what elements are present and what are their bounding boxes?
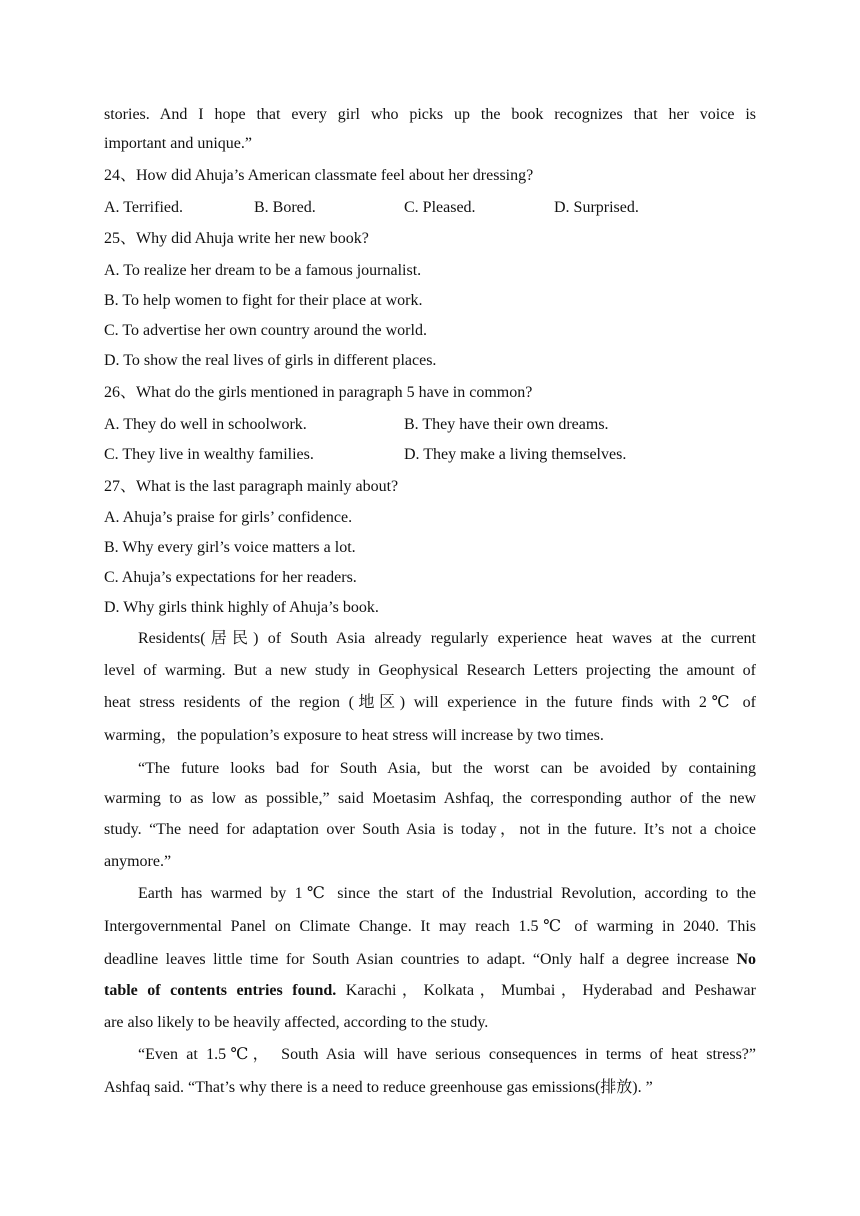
paragraph-2-line: “The future looks bad for South Asia, but the worst can be avoided by containing [138,760,756,777]
option-c: C. Ahuja’s expectations for her readers. [104,569,357,586]
paragraph-1-line: level of warming. But a new study in Geophysical Research Letters projecting the amount of [104,662,756,679]
paragraph-2-line: anymore.” [104,853,172,870]
question-24-stem: 24、How did Ahuja’s American classmate feel about her dressing? [104,167,534,184]
paragraph-3-line: Earth has warmed by 1℃ since the start of the Industrial Revolution, according to the [138,885,756,902]
option-c: C. Pleased. [404,199,476,216]
question-25-stem: 25、Why did Ahuja write her new book? [104,230,369,247]
paragraph-3-line [104,950,756,970]
paragraph-4-line: Ashfaq said. “That’s why there is a need to reduce greenhouse gas emissions(排放). ” [104,1079,653,1096]
paragraph-4-line: “Even at 1.5℃， South Asia will have serious consequences in terms of heat stress?” [138,1046,756,1063]
paragraph-1-line: heat stress residents of the region (地区) will experience in the future finds with 2℃ of [104,694,756,711]
passage-text-line: important and unique.” [104,135,252,152]
option-a: A. To realize her dream to be a famous journalist. [104,262,422,279]
option-d: D. Surprised. [554,199,639,216]
question-26-stem: 26、What do the girls mentioned in paragraph 5 have in common? [104,384,533,401]
bookmark-error-text: table of contents entries found. [104,982,337,999]
paragraph-2-line: warming to as low as possible,” said Moetasim Ashfaq, the corresponding author of the new [104,790,756,807]
question-27-stem: 27、What is the last paragraph mainly about? [104,478,399,495]
option-c: C. To advertise her own country around the world. [104,322,427,339]
paragraph-3-line: Intergovernmental Panel on Climate Change. It may reach 1.5℃ of warming in 2040. This [104,918,756,935]
option-c: C. They live in wealthy families. [104,446,314,463]
option-a: A. They do well in schoolwork. [104,416,307,433]
option-b: B. To help women to fight for their place at work. [104,292,423,309]
paragraph-1-line: warming，the population’s exposure to heat stress will increase by two times. [104,727,604,744]
paragraph-3-text: deadline leaves little time for South Asian countries to adapt. “Only half a degree increase [104,951,737,968]
paragraph-1-line: Residents(居民) of South Asia already regularly experience heat waves at the current [138,630,756,647]
option-a: A. Terrified. [104,199,183,216]
option-b: B. Why every girl’s voice matters a lot. [104,539,356,556]
paragraph-3-line: are also likely to be heavily affected, according to the study. [104,1014,489,1031]
option-b: B. They have their own dreams. [404,416,609,433]
paragraph-2-line: study. “The need for adaptation over South Asia is today，not in the future. It’s not a choice [104,821,756,838]
option-a: A. Ahuja’s praise for girls’ confidence. [104,509,353,526]
paragraph-3-line [104,981,756,1001]
option-b: B. Bored. [254,199,316,216]
option-d: D. To show the real lives of girls in different places. [104,352,437,369]
bookmark-error-text: No [736,951,756,968]
passage-text-line: stories. And I hope that every girl who picks up the book recognizes that her voice is [104,106,756,123]
paragraph-3-text: Karachi，Kolkata，Mumbai，Hyderabad and Peshawar [336,982,756,999]
option-d: D. They make a living themselves. [404,446,627,463]
option-d: D. Why girls think highly of Ahuja’s book. [104,599,379,616]
